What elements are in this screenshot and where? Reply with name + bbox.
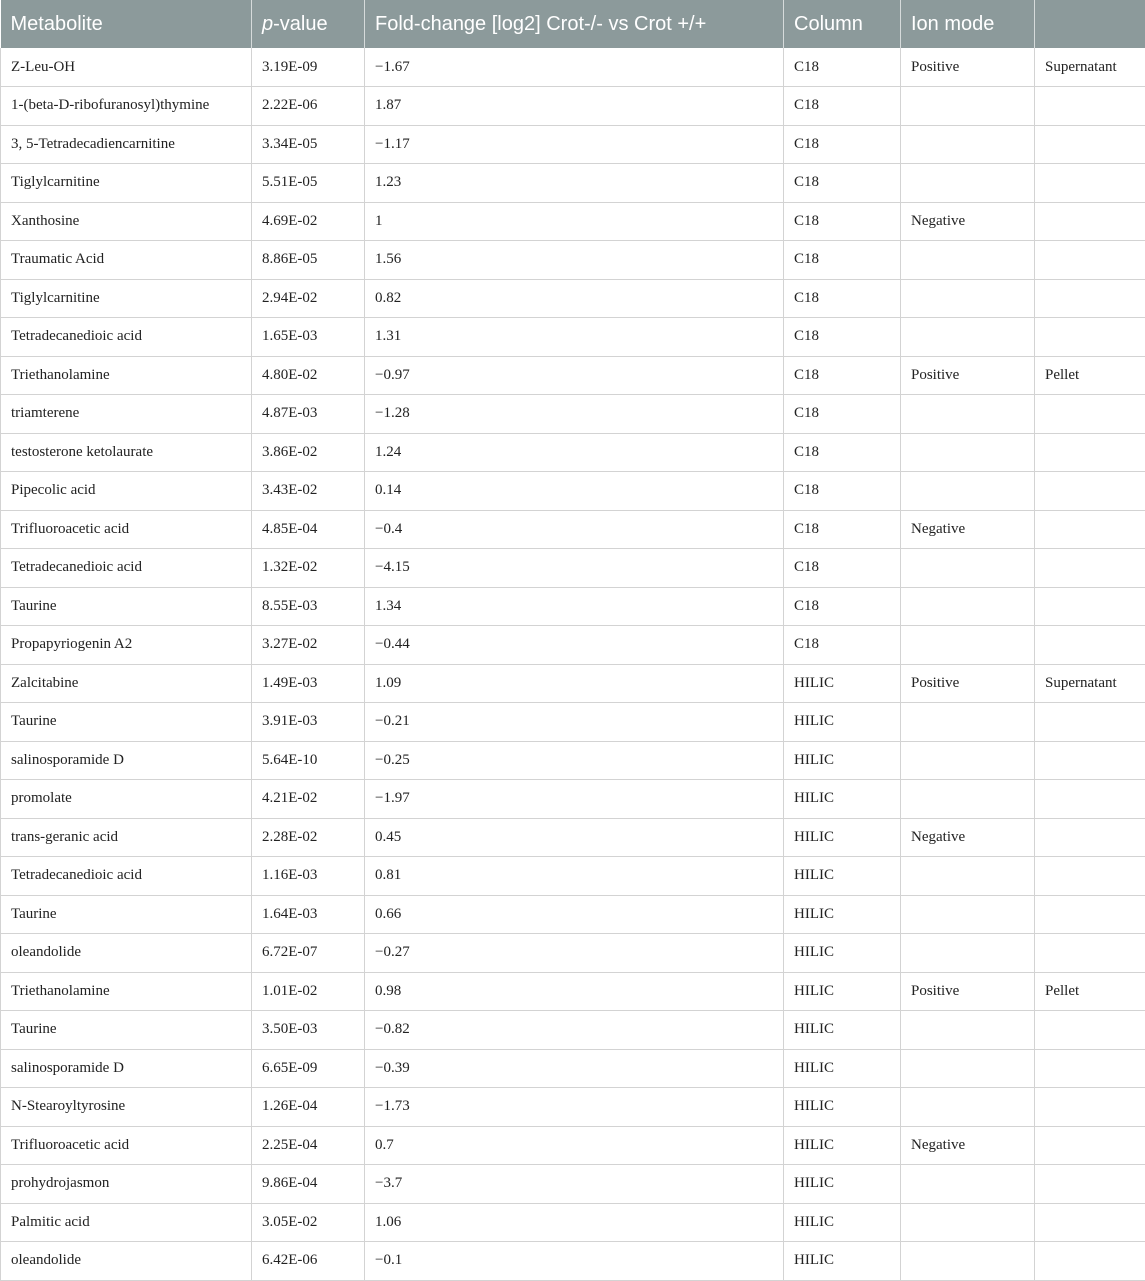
cell-fold-change: −0.44: [365, 626, 784, 665]
cell-column: C18: [784, 164, 901, 203]
cell-sample: [1035, 1088, 1145, 1127]
cell-sample: [1035, 1203, 1145, 1242]
cell-column: C18: [784, 202, 901, 241]
cell-metabolite: Taurine: [1, 895, 252, 934]
header-sample: [1035, 0, 1145, 48]
cell-metabolite: 3, 5-Tetradecadiencarnitine: [1, 125, 252, 164]
table-row: [1, 549, 1145, 588]
table-row: [1, 741, 1145, 780]
cell-fold-change: −0.21: [365, 703, 784, 742]
cell-column: C18: [784, 626, 901, 665]
cell-fold-change: −1.67: [365, 48, 784, 87]
table-row: [1, 1126, 1145, 1165]
cell-fold-change: 1.56: [365, 241, 784, 280]
cell-column: HILIC: [784, 972, 901, 1011]
cell-ion-mode: [901, 1088, 1035, 1127]
cell-column: HILIC: [784, 934, 901, 973]
cell-fold-change: 0.98: [365, 972, 784, 1011]
cell-metabolite: Taurine: [1, 703, 252, 742]
cell-fold-change: −1.97: [365, 780, 784, 819]
cell-sample: [1035, 549, 1145, 588]
header-fold-change: Fold-change [log2] Crot-/- vs Crot +/+: [365, 0, 784, 48]
cell-fold-change: 1.09: [365, 664, 784, 703]
cell-p-value: 1.16E-03: [252, 857, 365, 896]
cell-metabolite: Triethanolamine: [1, 356, 252, 395]
cell-sample: [1035, 510, 1145, 549]
cell-ion-mode: [901, 741, 1035, 780]
cell-metabolite: N-Stearoyltyrosine: [1, 1088, 252, 1127]
cell-fold-change: 1.23: [365, 164, 784, 203]
table-row: [1, 818, 1145, 857]
cell-fold-change: −1.17: [365, 125, 784, 164]
cell-ion-mode: [901, 1242, 1035, 1281]
cell-ion-mode: [901, 318, 1035, 357]
cell-fold-change: 0.82: [365, 279, 784, 318]
cell-p-value: 3.34E-05: [252, 125, 365, 164]
cell-fold-change: −3.7: [365, 1165, 784, 1204]
table-row: [1, 587, 1145, 626]
cell-column: HILIC: [784, 780, 901, 819]
cell-sample: [1035, 202, 1145, 241]
cell-p-value: 4.21E-02: [252, 780, 365, 819]
cell-p-value: 9.86E-04: [252, 1165, 365, 1204]
cell-p-value: 4.87E-03: [252, 395, 365, 434]
cell-ion-mode: [901, 1203, 1035, 1242]
cell-fold-change: 1: [365, 202, 784, 241]
cell-ion-mode: [901, 164, 1035, 203]
cell-ion-mode: [901, 703, 1035, 742]
cell-ion-mode: [901, 626, 1035, 665]
cell-sample: [1035, 703, 1145, 742]
cell-metabolite: Tiglylcarnitine: [1, 164, 252, 203]
table-row: [1, 1165, 1145, 1204]
cell-fold-change: −0.27: [365, 934, 784, 973]
cell-column: C18: [784, 549, 901, 588]
cell-ion-mode: [901, 895, 1035, 934]
cell-metabolite: Tiglylcarnitine: [1, 279, 252, 318]
cell-ion-mode: Positive: [901, 664, 1035, 703]
cell-sample: [1035, 279, 1145, 318]
cell-metabolite: Xanthosine: [1, 202, 252, 241]
table-row: [1, 356, 1145, 395]
cell-ion-mode: Negative: [901, 510, 1035, 549]
cell-fold-change: 0.66: [365, 895, 784, 934]
header-p-rest: -value: [273, 13, 327, 35]
table-row: [1, 1203, 1145, 1242]
cell-fold-change: 1.31: [365, 318, 784, 357]
cell-p-value: 6.65E-09: [252, 1049, 365, 1088]
cell-metabolite: testosterone ketolaurate: [1, 433, 252, 472]
cell-sample: [1035, 780, 1145, 819]
cell-fold-change: −1.28: [365, 395, 784, 434]
cell-ion-mode: [901, 433, 1035, 472]
cell-p-value: 1.26E-04: [252, 1088, 365, 1127]
cell-sample: [1035, 1011, 1145, 1050]
cell-column: HILIC: [784, 1203, 901, 1242]
cell-fold-change: −0.39: [365, 1049, 784, 1088]
cell-sample: [1035, 1049, 1145, 1088]
cell-ion-mode: Positive: [901, 356, 1035, 395]
cell-sample: [1035, 87, 1145, 126]
cell-metabolite: Tetradecanedioic acid: [1, 857, 252, 896]
cell-p-value: 5.51E-05: [252, 164, 365, 203]
cell-p-value: 3.05E-02: [252, 1203, 365, 1242]
cell-sample: [1035, 626, 1145, 665]
cell-ion-mode: [901, 549, 1035, 588]
table-row: [1, 1049, 1145, 1088]
cell-column: C18: [784, 356, 901, 395]
cell-column: C18: [784, 241, 901, 280]
cell-ion-mode: [901, 125, 1035, 164]
cell-p-value: 8.86E-05: [252, 241, 365, 280]
cell-sample: [1035, 125, 1145, 164]
cell-ion-mode: [901, 1165, 1035, 1204]
cell-fold-change: 1.24: [365, 433, 784, 472]
cell-p-value: 2.22E-06: [252, 87, 365, 126]
cell-metabolite: Trifluoroacetic acid: [1, 510, 252, 549]
table-row: [1, 318, 1145, 357]
cell-metabolite: triamterene: [1, 395, 252, 434]
cell-sample: [1035, 587, 1145, 626]
cell-column: C18: [784, 472, 901, 511]
cell-p-value: 1.65E-03: [252, 318, 365, 357]
cell-sample: Pellet: [1035, 972, 1145, 1011]
cell-metabolite: Taurine: [1, 587, 252, 626]
table-row: [1, 164, 1145, 203]
cell-sample: [1035, 895, 1145, 934]
cell-sample: Pellet: [1035, 356, 1145, 395]
cell-metabolite: promolate: [1, 780, 252, 819]
table-row: [1, 1242, 1145, 1281]
cell-p-value: 3.50E-03: [252, 1011, 365, 1050]
cell-metabolite: Taurine: [1, 1011, 252, 1050]
cell-ion-mode: Positive: [901, 48, 1035, 87]
cell-fold-change: 0.81: [365, 857, 784, 896]
cell-column: HILIC: [784, 1242, 901, 1281]
cell-fold-change: 0.45: [365, 818, 784, 857]
cell-sample: [1035, 1165, 1145, 1204]
cell-column: HILIC: [784, 741, 901, 780]
cell-ion-mode: [901, 934, 1035, 973]
cell-p-value: 3.86E-02: [252, 433, 365, 472]
table-row: [1, 934, 1145, 973]
cell-column: HILIC: [784, 895, 901, 934]
cell-p-value: 1.32E-02: [252, 549, 365, 588]
cell-fold-change: 0.14: [365, 472, 784, 511]
cell-fold-change: −0.82: [365, 1011, 784, 1050]
cell-column: HILIC: [784, 1011, 901, 1050]
header-row: [1, 0, 1145, 48]
header-column: Column: [784, 0, 901, 48]
cell-metabolite: salinosporamide D: [1, 741, 252, 780]
cell-p-value: 6.42E-06: [252, 1242, 365, 1281]
cell-p-value: 4.69E-02: [252, 202, 365, 241]
cell-metabolite: Palmitic acid: [1, 1203, 252, 1242]
cell-p-value: 1.64E-03: [252, 895, 365, 934]
cell-column: HILIC: [784, 1126, 901, 1165]
cell-fold-change: −0.97: [365, 356, 784, 395]
table-body: [1, 48, 1145, 1280]
cell-ion-mode: Negative: [901, 1126, 1035, 1165]
cell-column: C18: [784, 87, 901, 126]
cell-fold-change: 1.87: [365, 87, 784, 126]
cell-column: C18: [784, 510, 901, 549]
cell-metabolite: oleandolide: [1, 1242, 252, 1281]
cell-p-value: 1.01E-02: [252, 972, 365, 1011]
cell-column: C18: [784, 433, 901, 472]
cell-sample: [1035, 433, 1145, 472]
cell-column: HILIC: [784, 1165, 901, 1204]
cell-fold-change: −0.1: [365, 1242, 784, 1281]
cell-metabolite: Propapyriogenin A2: [1, 626, 252, 665]
cell-metabolite: prohydrojasmon: [1, 1165, 252, 1204]
cell-metabolite: Trifluoroacetic acid: [1, 1126, 252, 1165]
cell-sample: [1035, 857, 1145, 896]
table-row: [1, 895, 1145, 934]
cell-metabolite: salinosporamide D: [1, 1049, 252, 1088]
header-metabolite: Metabolite: [1, 0, 252, 48]
cell-metabolite: trans-geranic acid: [1, 818, 252, 857]
cell-p-value: 1.49E-03: [252, 664, 365, 703]
cell-metabolite: 1-(beta-D-ribofuranosyl)thymine: [1, 87, 252, 126]
header-ion-mode: Ion mode: [901, 0, 1035, 48]
cell-p-value: 3.19E-09: [252, 48, 365, 87]
cell-sample: [1035, 741, 1145, 780]
cell-ion-mode: Negative: [901, 818, 1035, 857]
cell-column: HILIC: [784, 703, 901, 742]
cell-ion-mode: [901, 1049, 1035, 1088]
table-row: [1, 1011, 1145, 1050]
cell-p-value: 3.91E-03: [252, 703, 365, 742]
table-row: [1, 626, 1145, 665]
cell-p-value: 6.72E-07: [252, 934, 365, 973]
cell-p-value: 3.43E-02: [252, 472, 365, 511]
cell-column: C18: [784, 125, 901, 164]
cell-column: C18: [784, 48, 901, 87]
table-row: [1, 857, 1145, 896]
cell-column: C18: [784, 318, 901, 357]
table-row: [1, 1088, 1145, 1127]
cell-p-value: 3.27E-02: [252, 626, 365, 665]
cell-column: HILIC: [784, 1088, 901, 1127]
cell-column: C18: [784, 279, 901, 318]
cell-ion-mode: [901, 780, 1035, 819]
cell-column: HILIC: [784, 1049, 901, 1088]
cell-sample: [1035, 818, 1145, 857]
table-row: [1, 48, 1145, 87]
cell-column: HILIC: [784, 857, 901, 896]
cell-ion-mode: Positive: [901, 972, 1035, 1011]
cell-metabolite: Pipecolic acid: [1, 472, 252, 511]
cell-p-value: 5.64E-10: [252, 741, 365, 780]
cell-ion-mode: [901, 1011, 1035, 1050]
cell-p-value: 2.25E-04: [252, 1126, 365, 1165]
cell-metabolite: Tetradecanedioic acid: [1, 549, 252, 588]
table-row: [1, 780, 1145, 819]
cell-fold-change: −0.25: [365, 741, 784, 780]
table-row: [1, 664, 1145, 703]
table-row: [1, 87, 1145, 126]
cell-p-value: 4.85E-04: [252, 510, 365, 549]
cell-ion-mode: Negative: [901, 202, 1035, 241]
cell-sample: [1035, 1126, 1145, 1165]
table-row: [1, 241, 1145, 280]
table-row: [1, 972, 1145, 1011]
cell-ion-mode: [901, 472, 1035, 511]
header-p-italic: p: [262, 13, 273, 35]
cell-ion-mode: [901, 857, 1035, 896]
cell-sample: Supernatant: [1035, 48, 1145, 87]
cell-p-value: 8.55E-03: [252, 587, 365, 626]
cell-p-value: 4.80E-02: [252, 356, 365, 395]
cell-sample: [1035, 241, 1145, 280]
cell-ion-mode: [901, 241, 1035, 280]
cell-fold-change: 1.34: [365, 587, 784, 626]
cell-metabolite: oleandolide: [1, 934, 252, 973]
cell-fold-change: −1.73: [365, 1088, 784, 1127]
cell-ion-mode: [901, 87, 1035, 126]
cell-ion-mode: [901, 587, 1035, 626]
cell-sample: [1035, 1242, 1145, 1281]
cell-ion-mode: [901, 279, 1035, 318]
cell-fold-change: 1.06: [365, 1203, 784, 1242]
table-header: [1, 0, 1145, 48]
cell-sample: [1035, 934, 1145, 973]
cell-sample: [1035, 164, 1145, 203]
table-row: [1, 395, 1145, 434]
table-row: [1, 510, 1145, 549]
cell-metabolite: Triethanolamine: [1, 972, 252, 1011]
cell-p-value: 2.94E-02: [252, 279, 365, 318]
cell-metabolite: Tetradecanedioic acid: [1, 318, 252, 357]
cell-fold-change: −4.15: [365, 549, 784, 588]
table-row: [1, 472, 1145, 511]
cell-column: C18: [784, 395, 901, 434]
header-p-value: [252, 0, 365, 48]
cell-ion-mode: [901, 395, 1035, 434]
table-row: [1, 279, 1145, 318]
cell-column: HILIC: [784, 664, 901, 703]
cell-metabolite: Zalcitabine: [1, 664, 252, 703]
table-row: [1, 202, 1145, 241]
cell-p-value: 2.28E-02: [252, 818, 365, 857]
cell-sample: [1035, 395, 1145, 434]
table-row: [1, 125, 1145, 164]
cell-metabolite: Traumatic Acid: [1, 241, 252, 280]
cell-metabolite: Z-Leu-OH: [1, 48, 252, 87]
cell-sample: Supernatant: [1035, 664, 1145, 703]
cell-fold-change: 0.7: [365, 1126, 784, 1165]
cell-sample: [1035, 318, 1145, 357]
cell-column: C18: [784, 587, 901, 626]
table-row: [1, 703, 1145, 742]
cell-sample: [1035, 472, 1145, 511]
table-row: [1, 433, 1145, 472]
cell-fold-change: −0.4: [365, 510, 784, 549]
cell-column: HILIC: [784, 818, 901, 857]
